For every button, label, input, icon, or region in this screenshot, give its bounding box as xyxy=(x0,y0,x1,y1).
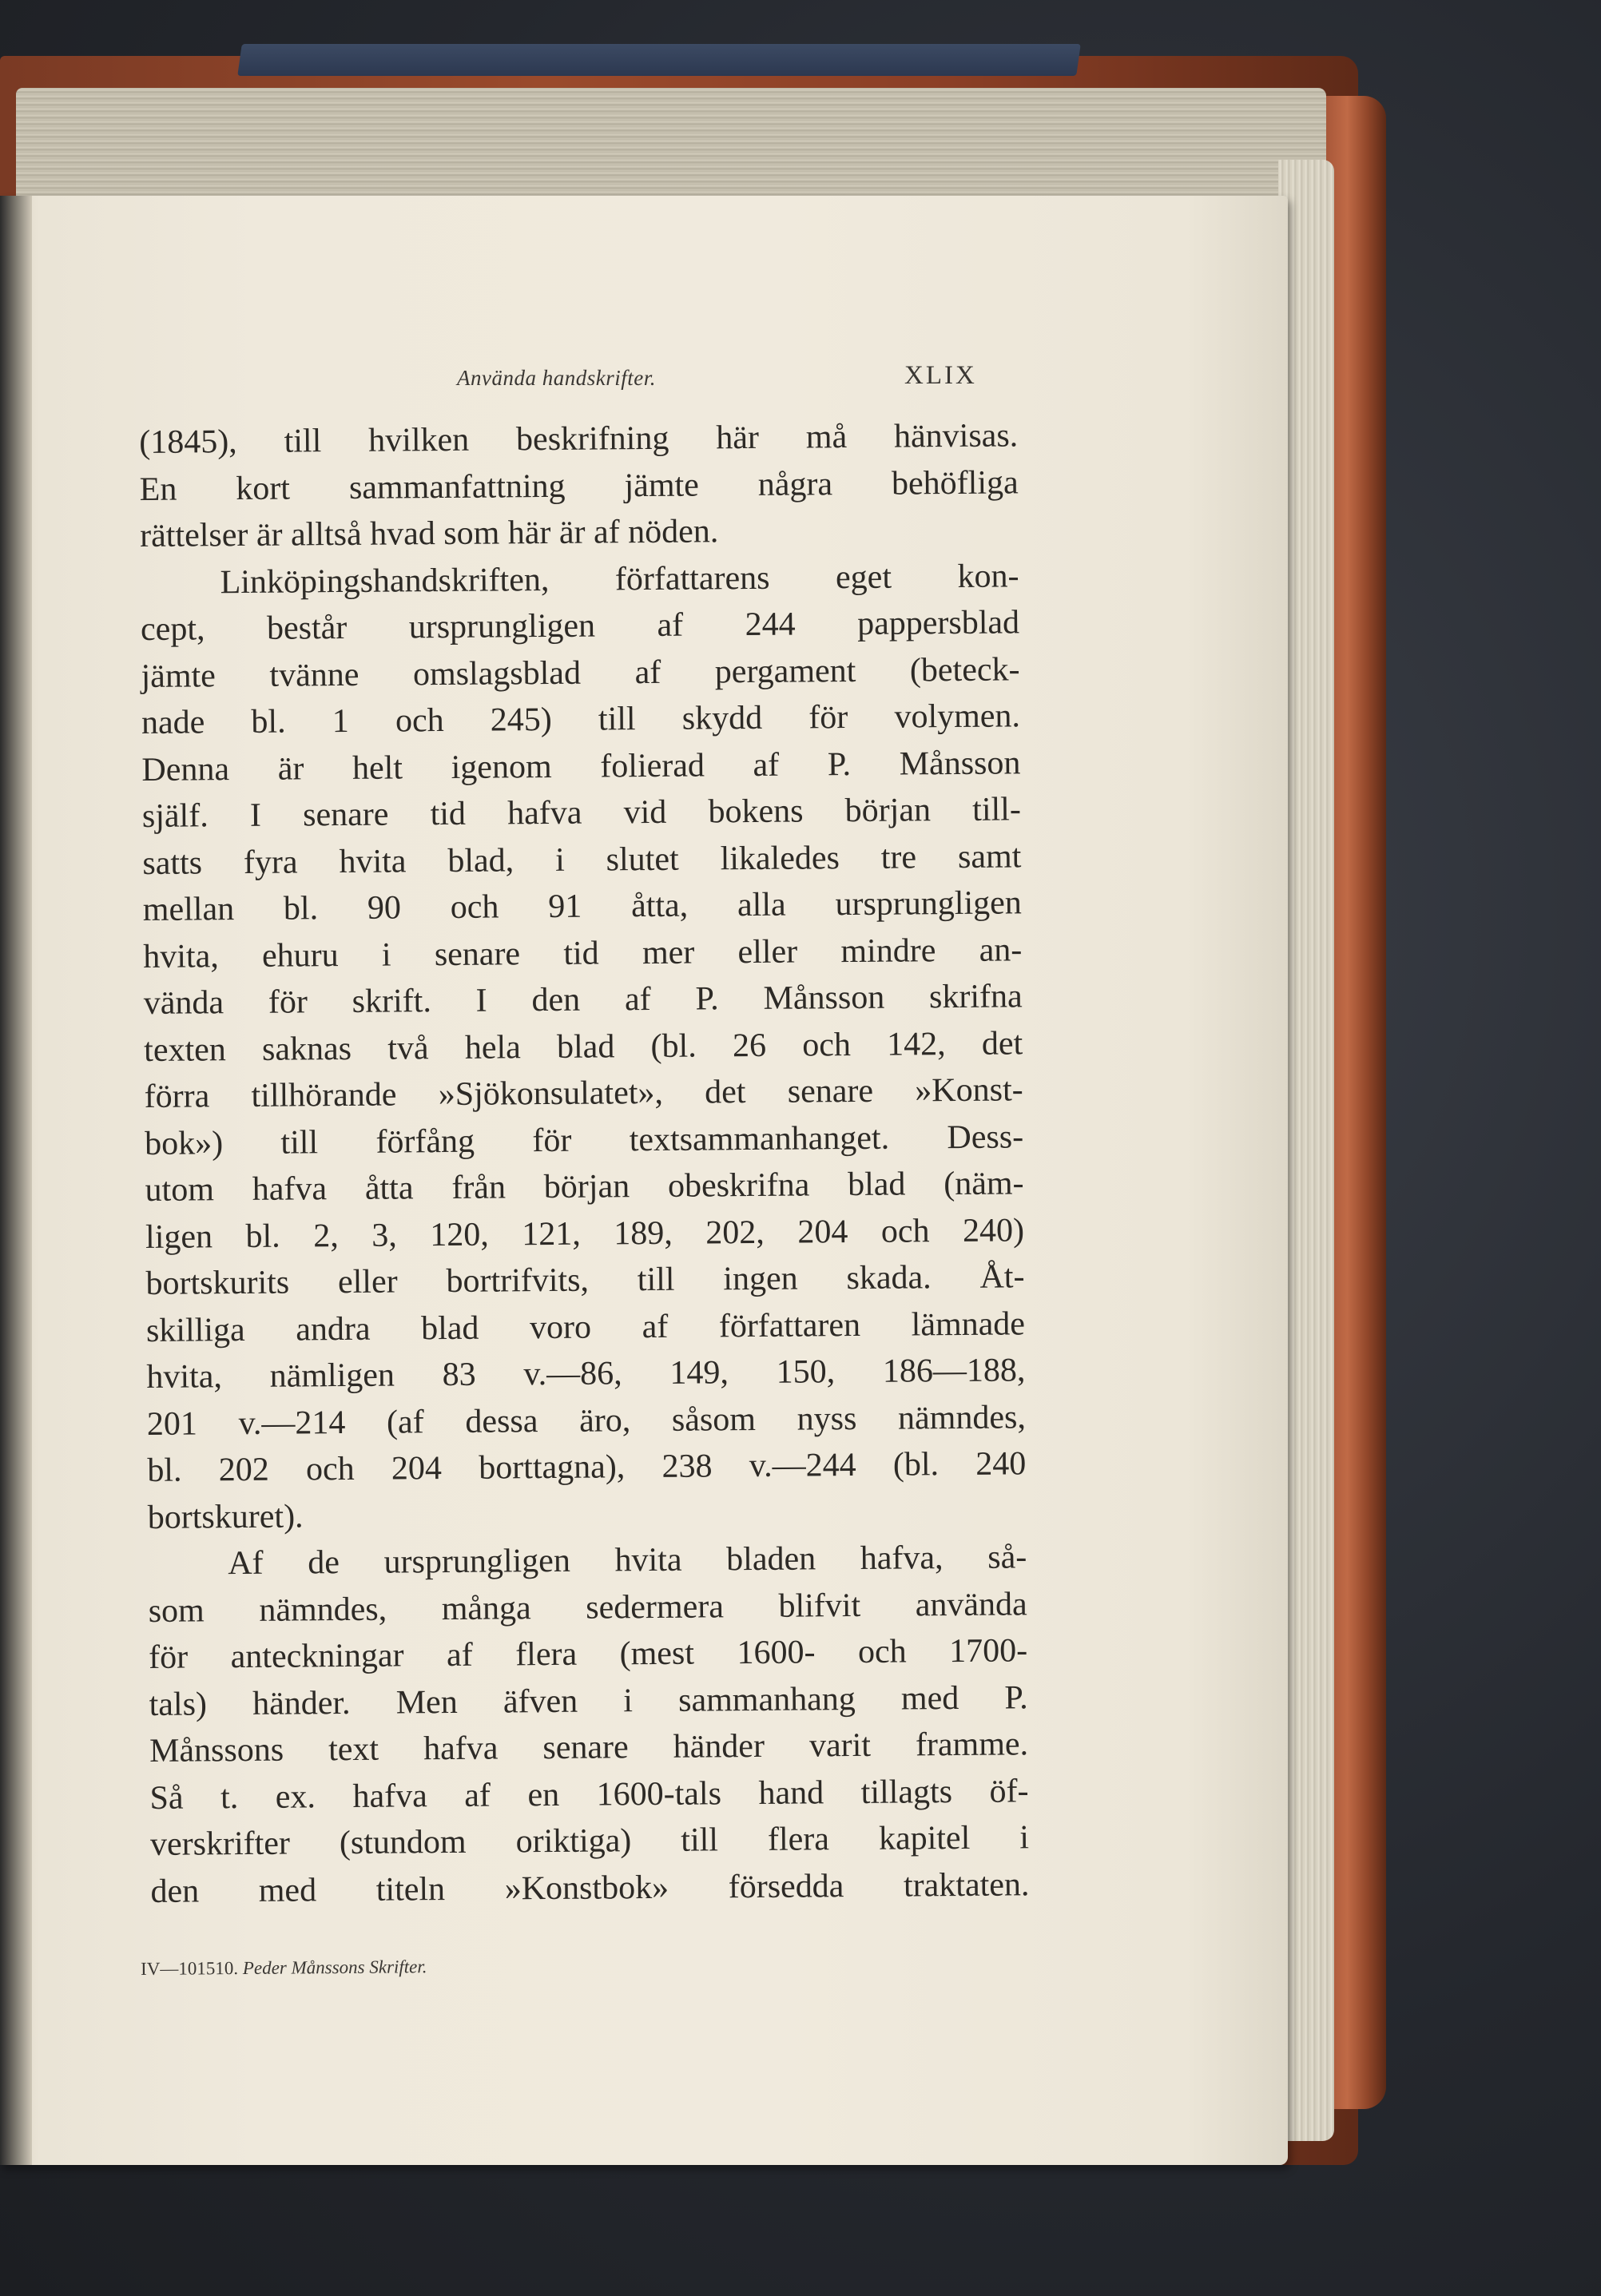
text-line: skilliga andra blad voro af författaren lämnade xyxy=(145,1305,1026,1349)
text-line: Linköpingshandskriften, författarens eget kon- xyxy=(220,557,1019,601)
text-line: Af de ursprungligen hvita bladen hafva, så- xyxy=(228,1539,1027,1583)
text-line: 201 v.—214 (af dessa äro, såsom nyss nämndes, xyxy=(146,1398,1027,1443)
text-line: tals) händer. Men äfven i sammanhang med P. xyxy=(149,1678,1028,1723)
footer-signature: IV—101510. xyxy=(141,1958,239,1979)
page-footer xyxy=(141,1956,427,1980)
cover-spine-band xyxy=(237,44,1081,76)
text-line: satts fyra hvita blad, i slutet likaledes tre samt xyxy=(142,837,1022,882)
text-line: texten saknas två hela blad (bl. 26 och 142, det xyxy=(144,1024,1023,1069)
text-line: Denna är helt igenom folierad af P. Månsson xyxy=(141,744,1021,789)
page-number: XLIX xyxy=(904,361,977,390)
text-line: den med titeln »Konstbok» försedda traktaten. xyxy=(150,1865,1030,1910)
text-line: förra tillhörande »Sjökonsulatet», det senare »Konst- xyxy=(144,1071,1023,1115)
text-line: bortskuret). xyxy=(147,1497,304,1536)
text-line: själf. I senare tid hafva vid bokens början till- xyxy=(141,791,1022,835)
text-line: hvita, ehuru i senare tid mer eller mindre an- xyxy=(143,931,1023,975)
text-line: (1845), till hvilken beskrifning här må hänvisas. xyxy=(139,417,1019,461)
text-line: rättelser är alltså hvad som här är af nöden. xyxy=(139,513,719,554)
text-line: Så t. ex. hafva af en 1600-tals hand tillagts öf- xyxy=(149,1772,1029,1817)
footer-title: Peder Månssons Skrifter. xyxy=(242,1956,427,1978)
page-header xyxy=(457,361,1016,401)
book-cover-edge xyxy=(1326,96,1386,2109)
text-line: bok») till förfång för textsammanhanget. Dess- xyxy=(144,1118,1024,1162)
text-line: nade bl. 1 och 245) till skydd för volymen. xyxy=(141,697,1021,741)
text-line: bl. 202 och 204 borttagna), 238 v.—244 (bl. 240 xyxy=(147,1445,1027,1489)
text-line: bortskurits eller bortrifvits, till ingen skada. Åt- xyxy=(145,1258,1025,1302)
page-gutter xyxy=(0,196,32,2165)
text-line: ligen bl. 2, 3, 120, 121, 189, 202, 204 och 240) xyxy=(145,1211,1025,1256)
page-edges-top xyxy=(16,88,1326,200)
text-line: verskrifter (stundom oriktiga) till flera kapitel i xyxy=(149,1819,1030,1863)
text-line: som nämndes, många sedermera blifvit använda xyxy=(148,1585,1027,1630)
text-line: vända för skrift. I den af P. Månsson skrifna xyxy=(143,978,1023,1022)
text-line: En kort sammanfattning jämte några behöfliga xyxy=(139,463,1019,508)
text-line: utom hafva åtta från början obeskrifna blad (näm- xyxy=(145,1165,1024,1209)
text-line: för anteckningar af flera (mest 1600- och 1700- xyxy=(148,1632,1028,1676)
text-line: jämte tvänne omslagsblad af pergament (beteck- xyxy=(141,650,1020,695)
body-text xyxy=(139,412,1030,1915)
text-line: cept, består ursprungligen af 244 pappersblad xyxy=(140,604,1020,648)
running-head: Använda handskrifter. xyxy=(457,366,656,390)
text-line: hvita, nämligen 83 v.—86, 149, 150, 186—188, xyxy=(146,1352,1026,1396)
text-line: Månssons text hafva senare händer varit framme. xyxy=(149,1726,1029,1770)
text-line: mellan bl. 90 och 91 åtta, alla ursprungligen xyxy=(142,884,1022,928)
